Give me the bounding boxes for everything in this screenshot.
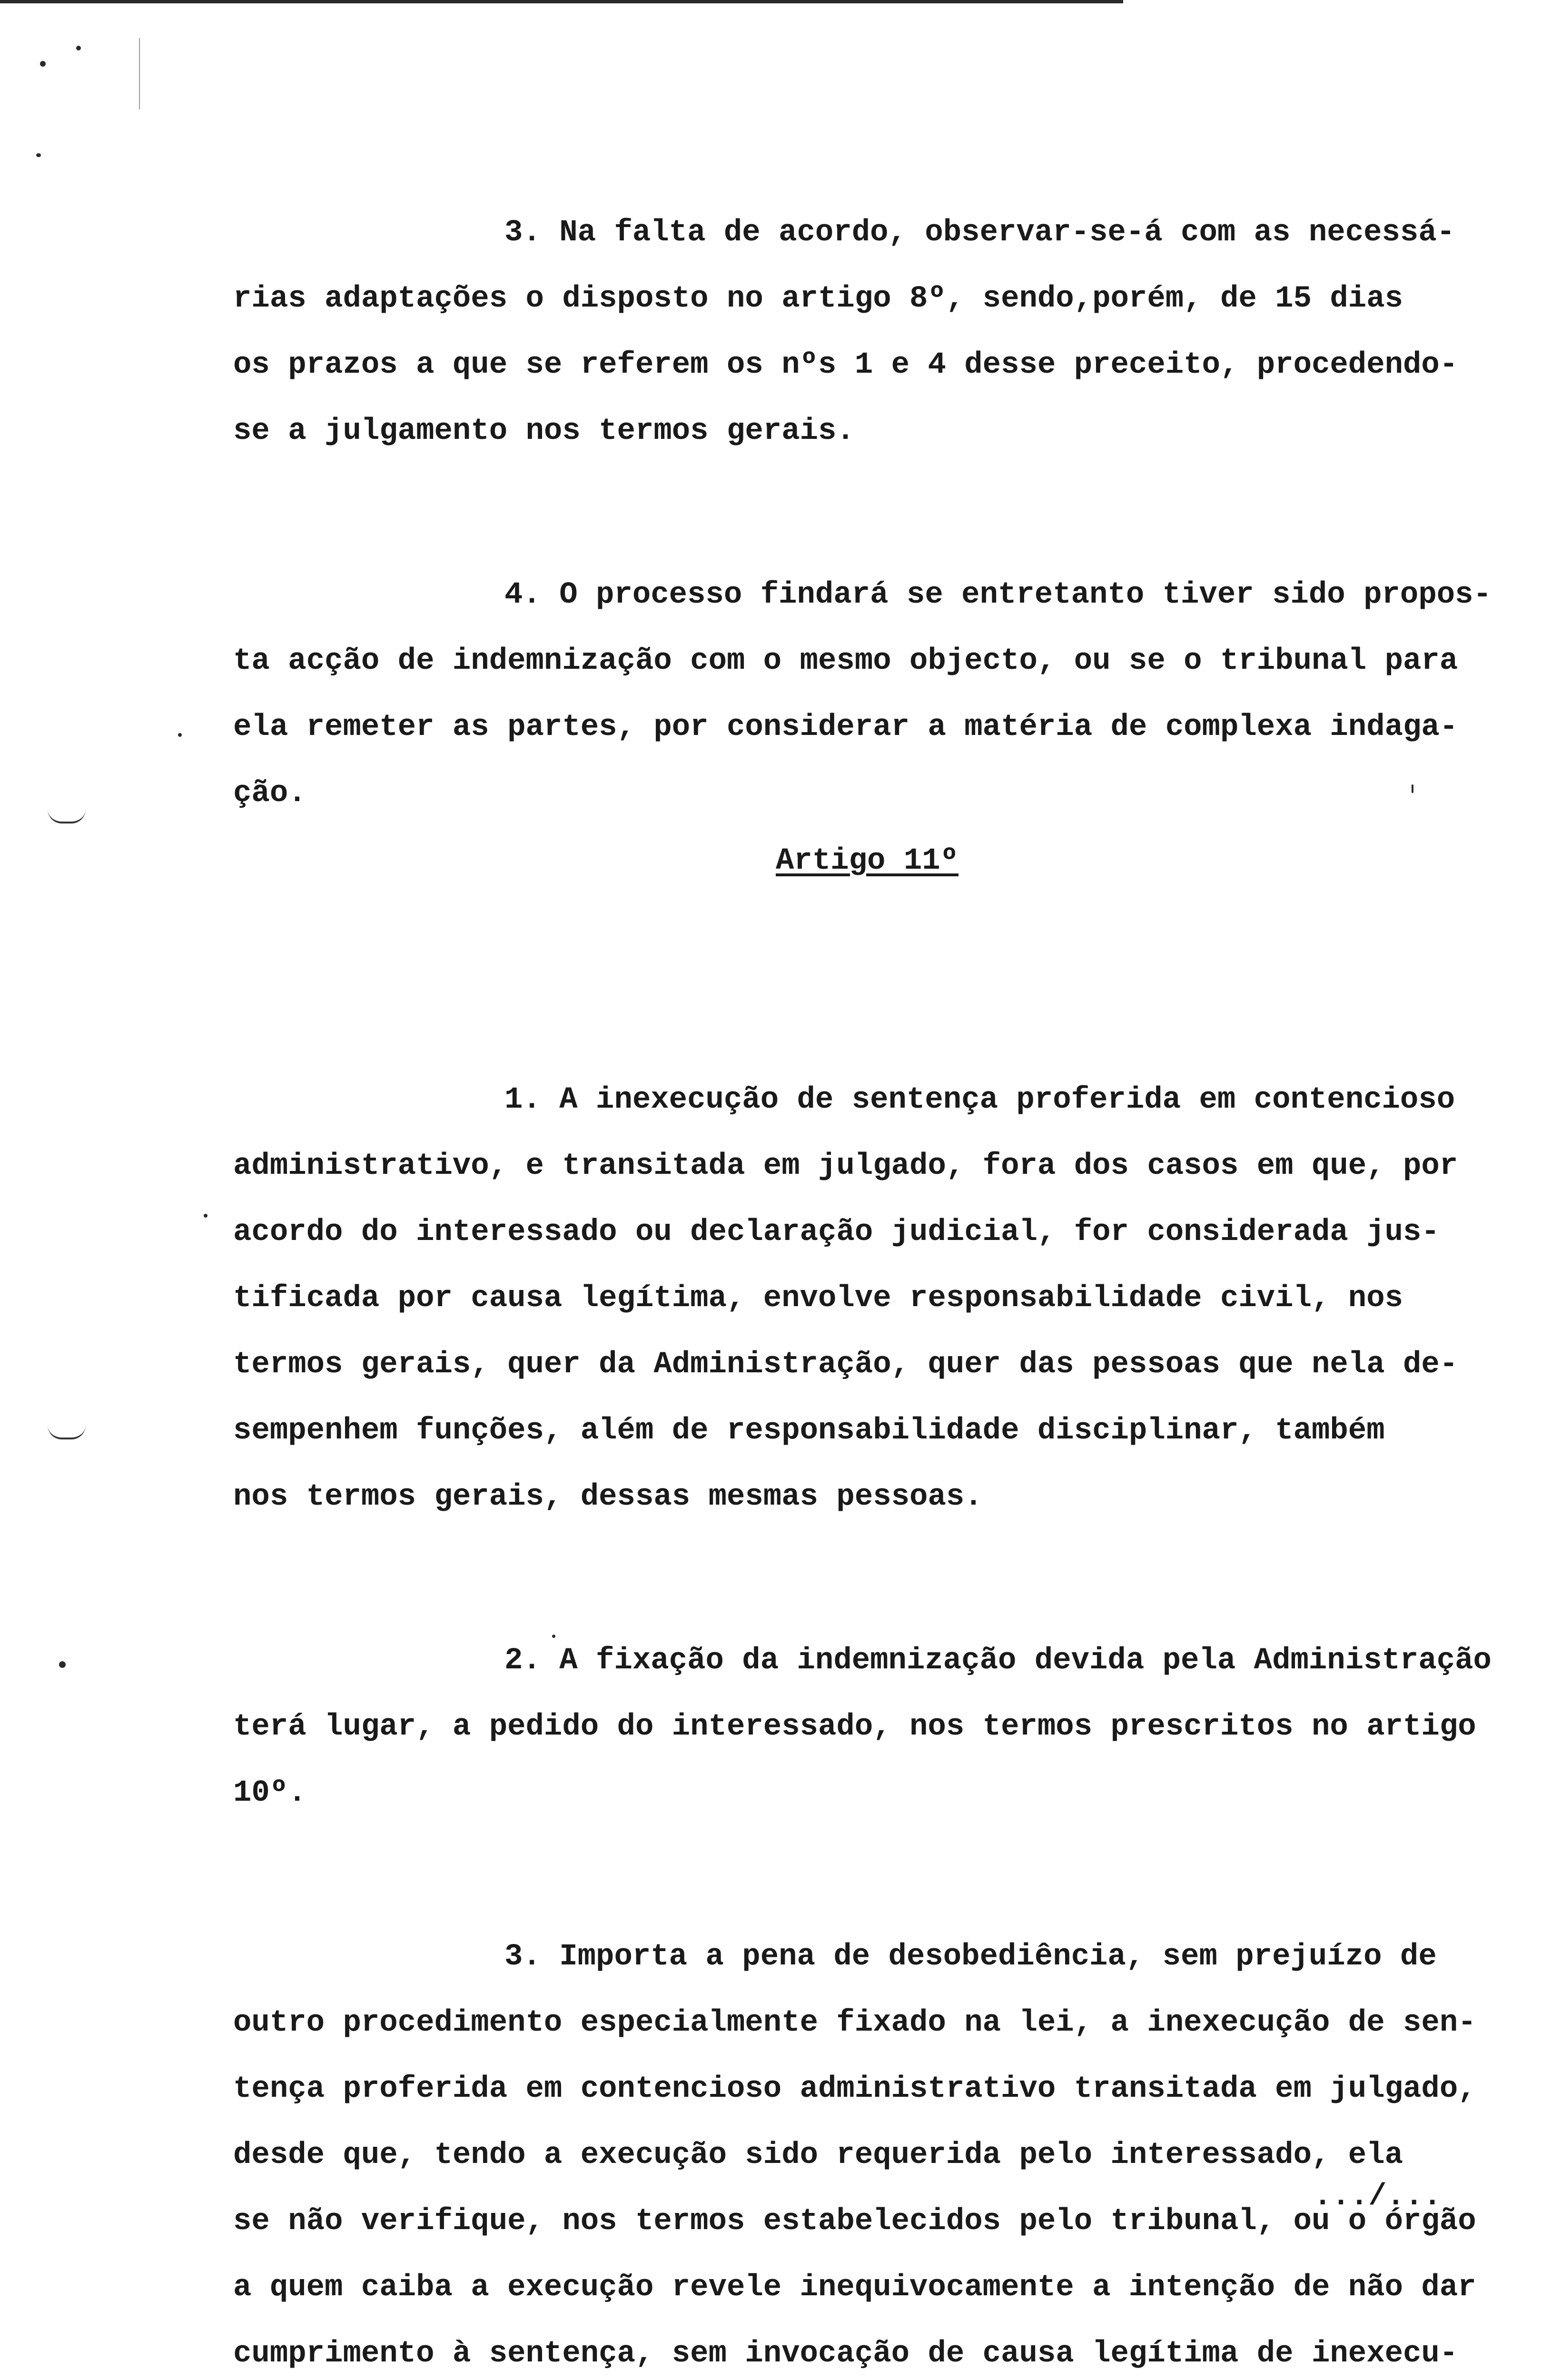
paragraph-3-prev (233, 200, 1561, 465)
article-heading: Artigo 11º (776, 844, 959, 878)
text-line: tificada por causa legítima, envolve responsabilidade civil, nos (233, 1281, 1403, 1316)
text-line: 2. A fixação da indemnização devida pela Administração (504, 1644, 1492, 1678)
margin-mark (139, 38, 140, 109)
text-line: terá lugar, a pedido do interessado, nos termos prescritos no artigo (233, 1710, 1476, 1744)
text-line: tença proferida em contencioso administrativo transitada em julgado, (233, 2072, 1476, 2106)
scan-speck (204, 1214, 207, 1218)
text-line: 3. Na falta de acordo, observar-se-á com as necessá- (504, 216, 1455, 250)
scan-speck (76, 46, 81, 50)
text-line: outro procedimento especialmente fixado na lei, a inexecução de sen- (233, 2006, 1476, 2040)
text-line: se não verifique, nos termos estabelecidos pelo tribunal, ou o órgão (233, 2204, 1476, 2239)
punch-hole-mark (48, 809, 86, 823)
text-line: 1. A inexecução de sentença proferida em contencioso (504, 1083, 1455, 1117)
text-line: a quem caiba a execução revele inequivocamente a intenção de não dar (233, 2271, 1476, 2305)
paragraph-2 (233, 1628, 1561, 1826)
punch-hole-mark (48, 1425, 86, 1439)
scan-speck (59, 1661, 66, 1668)
paragraph-1 (233, 1067, 1561, 1530)
text-line: rias adaptações o disposto no artigo 8º, sendo,porém, de 15 dias (233, 282, 1403, 316)
text-line: 10º. (233, 1776, 306, 1810)
text-line: acordo do interessado ou declaração judicial, for considerada jus- (233, 1215, 1440, 1250)
scan-speck (40, 61, 46, 67)
continuation-mark: .../... (1314, 2180, 1442, 2214)
text-line: ela remeter as partes, por considerar a matéria de complexa indaga- (233, 710, 1458, 744)
paragraph-4-prev (233, 562, 1561, 827)
text-line: 3. Importa a pena de desobediência, sem prejuízo de (504, 1940, 1437, 1974)
text-line: termos gerais, quer da Administração, quer das pessoas que nela de- (233, 1348, 1458, 1382)
document-body (233, 200, 1561, 2380)
text-line: sempenhem funções, além de responsabilidade disciplinar, também (233, 1414, 1385, 1448)
text-line: ta acção de indemnização com o mesmo objecto, ou se o tribunal para (233, 644, 1458, 678)
scan-speck (36, 153, 41, 157)
text-line: nos termos gerais, dessas mesmas pessoas. (233, 1480, 983, 1514)
text-line: ção. (233, 776, 306, 811)
text-line: cumprimento à sentença, sem invocação de causa legítima de inexecu- (233, 2337, 1458, 2371)
text-line: os prazos a que se referem os nºs 1 e 4 desse preceito, procedendo- (233, 348, 1458, 382)
paragraph-3 (233, 1924, 1561, 2380)
text-line: administrativo, e transitada em julgado, fora dos casos em que, por (233, 1149, 1458, 1183)
text-line: desde que, tendo a execução sido requerida pelo interessado, ela (233, 2138, 1403, 2172)
scan-speck (178, 733, 182, 737)
text-line: se a julgamento nos termos gerais. (233, 414, 855, 448)
top-border-rule (0, 0, 1123, 3)
text-line: 4. O processo findará se entretanto tiver sido propos- (504, 578, 1492, 612)
